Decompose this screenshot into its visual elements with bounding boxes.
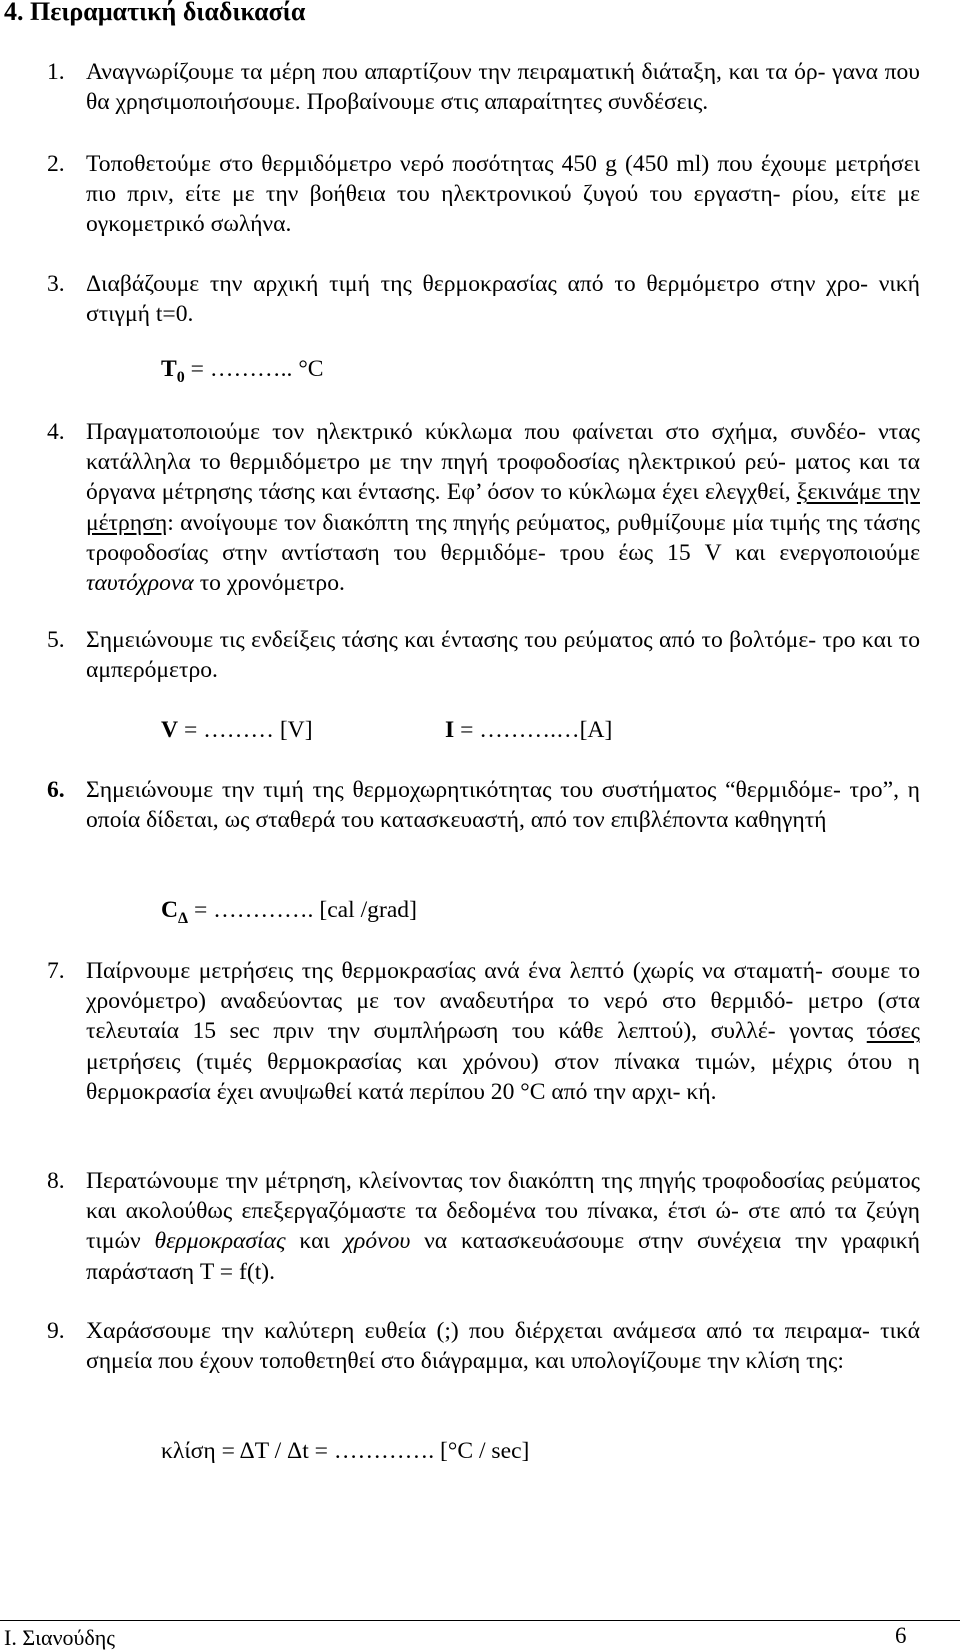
italic-text: θερμοκρασίας — [154, 1228, 286, 1255]
footer-divider — [0, 1620, 960, 1621]
heat-capacity-field — [161, 895, 417, 928]
step-number: 2. — [47, 151, 65, 177]
step-number: 3. — [47, 271, 65, 297]
t0-symbol: T — [161, 356, 177, 382]
step-8 — [47, 1166, 920, 1287]
step-text: Περατώνουμε την μέτρηση, κλείνοντας τον διακόπτη της πηγής τροφοδοσίας ρεύματος και ακολούθως επεξεργαζόμαστε τα δεδομένα του πίνακα, έτσι ώ- στε από τα ζεύγη τιμών θερμοκρασίας και χρόνου να κατασκευάσουμε στην συνέχεια την γραφική παράσταση T = f(t). — [86, 1168, 921, 1285]
step-9 — [47, 1316, 920, 1376]
footer-author: Ι. Σιανούδης — [4, 1625, 115, 1650]
step-5 — [47, 625, 920, 685]
step-number: 8. — [47, 1168, 65, 1194]
step-3 — [47, 269, 920, 329]
current-field — [445, 715, 612, 745]
step-2 — [47, 149, 920, 240]
c-blank: = …………. [cal /grad] — [188, 897, 417, 923]
step-text: Χαράσσουμε την καλύτερη ευθεία (;) που διέρχεται ανάμεσα από τα πειραμα- τικά σημεία που έχουν τοποθετηθεί στο διάγραμμα, και υπολογίζουμε την κλίση της: — [86, 1318, 920, 1375]
underlined-text: τόσες — [866, 1018, 920, 1045]
slope-formula: κλίση = ΔT / Δt = …………. [°C / sec] — [161, 1438, 530, 1464]
section-heading: 4. Πειραματική διαδικασία — [4, 0, 306, 26]
step-text: Παίρνουμε μετρήσεις της θερμοκρασίας ανά ένα λεπτό (χωρίς να σταματή- σουμε το χρονόμετρο) αναδεύοντας με τον αναδευτήρα το νερό στο θερμιδό- μετρο (στα τελευταία 15 sec πριν την συμπλήρωση του κάθε λεπτού), συλλέ- γοντας τόσες μετρήσεις (τιμές θερμοκρασίας και χρόνου) στον πίνακα τιμών, μέχρις ότου η θερμοκρασία έχει ανυψωθεί κατά περίπου 20 °C από την αρχι- κή. — [86, 958, 920, 1105]
voltage-field — [161, 715, 313, 745]
page-number: 6 — [895, 1623, 907, 1648]
c-subscript: Δ — [178, 910, 189, 927]
c-symbol: C — [161, 897, 179, 923]
step-6 — [47, 775, 920, 835]
step-text: Σημειώνουμε την τιμή της θερμοχωρητικότητας του συστήματος “θερμιδόμε- τρο”, η οποία δίδεται, ως σταθερά του κατασκευαστή, από τον επιβλέποντα καθηγητή — [86, 777, 920, 834]
underlined-text: ξεκινάμε την μέτρηση — [86, 479, 920, 536]
step-number: 5. — [47, 627, 65, 653]
v-blank: = ……… [V] — [178, 717, 313, 743]
step-number: 1. — [47, 59, 65, 85]
t0-subscript: 0 — [176, 369, 185, 386]
i-blank: = ……….…[A] — [454, 717, 613, 743]
step-text: Τοποθετούμε στο θερμιδόμετρο νερό ποσότητας 450 g (450 ml) που έχουμε μετρήσει πιο πριν, είτε με την βοήθεια του ηλεκτρονικού ζυγού του εργαστη- ρίου, είτε με ογκομετρικό σωλήνα. — [86, 151, 920, 238]
step-7 — [47, 956, 920, 1107]
step-4 — [47, 417, 920, 598]
step-number: 4. — [47, 419, 65, 445]
step-number: 7. — [47, 958, 65, 984]
step-text: Αναγνωρίζουμε τα μέρη που απαρτίζουν την πειραματική διάταξη, και τα όρ- γανα που θα χρησιμοποιήσουμε. Προβαίνουμε στις απαραίτητες συνδέσεις. — [86, 59, 920, 116]
i-symbol: I — [445, 717, 455, 743]
step-text: Πραγματοποιούμε τον ηλεκτρικό κύκλωμα που φαίνεται στο σχήμα, συνδέο- ντας κατάλληλα το θερμιδόμετρο με την πηγή τροφοδοσίας ηλεκτρικού ρεύ- ματος και τα όργανα μέτρησης τάσης και έντασης. Εφ’ όσον το κύκλωμα έχει ελεγχθεί, ξεκινάμε την μέτρηση: ανοίγουμε τον διακόπτη της πηγής ρεύματος, ρυθμίζουμε μία τιμής της τάσης τροφοδοσίας στην αντίσταση του θερμιδόμε- τρου έως 15 V και ενεργοποιούμε ταυτόχρονα το χρονόμετρο. — [86, 419, 920, 597]
initial-temperature-field — [161, 354, 324, 387]
step-1 — [47, 57, 920, 117]
italic-text: χρόνου — [343, 1228, 411, 1255]
t0-blank: = ……….. °C — [184, 356, 324, 382]
step-number: 9. — [47, 1318, 65, 1344]
step-text: Σημειώνουμε τις ενδείξεις τάσης και έντασης του ρεύματος από το βολτόμε- τρο και το αμπερόμετρο. — [86, 627, 920, 684]
italic-text: ταυτόχρονα — [86, 570, 194, 597]
step-number: 6. — [47, 777, 65, 803]
step-text: Διαβάζουμε την αρχική τιμή της θερμοκρασίας από το θερμόμετρο στην χρο- νική στιγμή t=0. — [86, 271, 920, 328]
v-symbol: V — [161, 717, 179, 743]
